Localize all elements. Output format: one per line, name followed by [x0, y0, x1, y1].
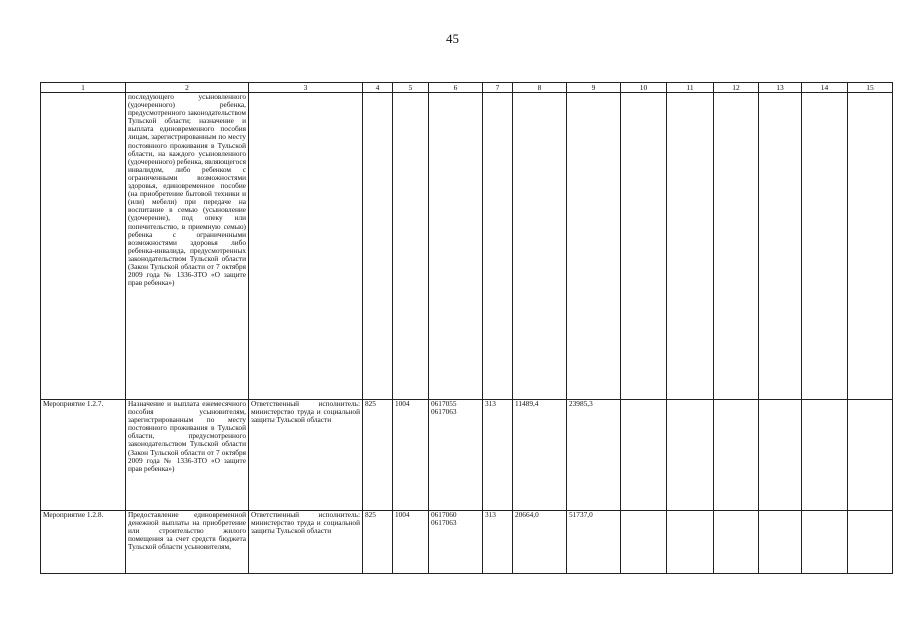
grbs-cell: 825 — [363, 400, 393, 511]
page-number: 45 — [446, 31, 459, 46]
column-header: 6 — [429, 83, 483, 93]
column-header: 1 — [41, 83, 126, 93]
expense-type-cell — [483, 93, 513, 400]
column-header: 13 — [759, 83, 802, 93]
executor-cell — [249, 93, 363, 400]
empty-cell — [848, 93, 893, 400]
column-header: 10 — [621, 83, 667, 93]
column-header: 2 — [126, 83, 249, 93]
description-cell: последующего усыновленного (удочеренного) ребенка, предусмотренного законодательством Тульской области; назначение и выплата единовременного пособия лицам, зарегистрированным по месту постоянного проживания в Тульской области, на каждого усыновленного (удочеренного) ребенка, являющегося инвалидом, либо ребенком с ограниченными возможностями здоровья, единовременное пособие (на приобретение бытовой техники и (или) мебели) при передаче на воспитание в семью (усыновление (удочерение), под опеку или попечительство, в приемную семью) ребенка с ограниченными возможностями здоровья либо ребенка-инвалида, предусмотренных законодательством Тульской области (Закон Тульской области от 7 октября 2009 года № 1336-ЗТО «О защите прав ребенка») — [126, 93, 249, 400]
target-article-code: 0617060 — [431, 510, 457, 519]
empty-cell — [621, 511, 667, 574]
empty-cell — [802, 93, 848, 400]
target-article-cell — [429, 511, 483, 574]
executor-cell: Ответственный исполнитель: министерство труда и социальной защиты Тульской области — [249, 400, 363, 511]
column-header: 8 — [513, 83, 567, 93]
description-cell: Предоставление единовременной денежной выплаты на приобретение или строительство жилого помещения за счет средств бюджета Тульской области усыновителям, — [126, 511, 249, 574]
empty-cell — [667, 400, 714, 511]
target-article-cell — [429, 93, 483, 400]
amount-cell: 11489,4 — [513, 400, 567, 511]
table-row — [41, 93, 893, 400]
empty-cell — [714, 400, 759, 511]
empty-cell — [802, 511, 848, 574]
amount-cell — [513, 93, 567, 400]
grbs-cell — [363, 93, 393, 400]
event-label-cell: Мероприятие 1.2.8. — [41, 511, 126, 574]
column-header: 4 — [363, 83, 393, 93]
header-row — [41, 83, 893, 93]
column-header: 11 — [667, 83, 714, 93]
empty-cell — [848, 511, 893, 574]
column-header: 9 — [567, 83, 621, 93]
section-cell — [393, 93, 429, 400]
amount-cell: 23985,3 — [567, 400, 621, 511]
column-header: 5 — [393, 83, 429, 93]
empty-cell — [759, 400, 802, 511]
table-row — [41, 511, 893, 574]
empty-cell — [759, 93, 802, 400]
expense-type-cell: 313 — [483, 511, 513, 574]
column-header: 7 — [483, 83, 513, 93]
target-article-code: 0617063 — [431, 407, 457, 417]
empty-cell — [848, 400, 893, 511]
amount-cell: 20664,0 — [513, 511, 567, 574]
empty-cell — [802, 400, 848, 511]
description-cell: Назначение и выплата ежемесячного пособия усыновителям, зарегистрированным по месту постоянного проживания в Тульской области, предусмотренного законодательством Тульской области (Закон Тульской области от 7 октября 2009 года № 1336-ЗТО «О защите прав ребенка») — [126, 400, 249, 511]
target-article-code: 0617063 — [431, 518, 457, 528]
section-cell: 1004 — [393, 400, 429, 511]
empty-cell — [714, 511, 759, 574]
empty-cell — [621, 400, 667, 511]
executor-cell: Ответственный исполнитель: министерство труда и социальной защиты Тульской области — [249, 511, 363, 574]
target-article-code: 0617055 — [431, 399, 457, 408]
grbs-cell: 825 — [363, 511, 393, 574]
empty-cell — [667, 93, 714, 400]
table-row — [41, 400, 893, 511]
column-header: 15 — [848, 83, 893, 93]
amount-cell — [567, 93, 621, 400]
empty-cell — [667, 511, 714, 574]
program-table — [40, 82, 893, 574]
column-header: 14 — [802, 83, 848, 93]
empty-cell — [714, 93, 759, 400]
section-cell: 1004 — [393, 511, 429, 574]
event-label-cell — [41, 93, 126, 400]
empty-cell — [621, 93, 667, 400]
empty-cell — [759, 511, 802, 574]
target-article-cell — [429, 400, 483, 511]
amount-cell: 51737,0 — [567, 511, 621, 574]
event-label-cell: Мероприятие 1.2.7. — [41, 400, 126, 511]
column-header: 3 — [249, 83, 363, 93]
expense-type-cell: 313 — [483, 400, 513, 511]
column-header: 12 — [714, 83, 759, 93]
